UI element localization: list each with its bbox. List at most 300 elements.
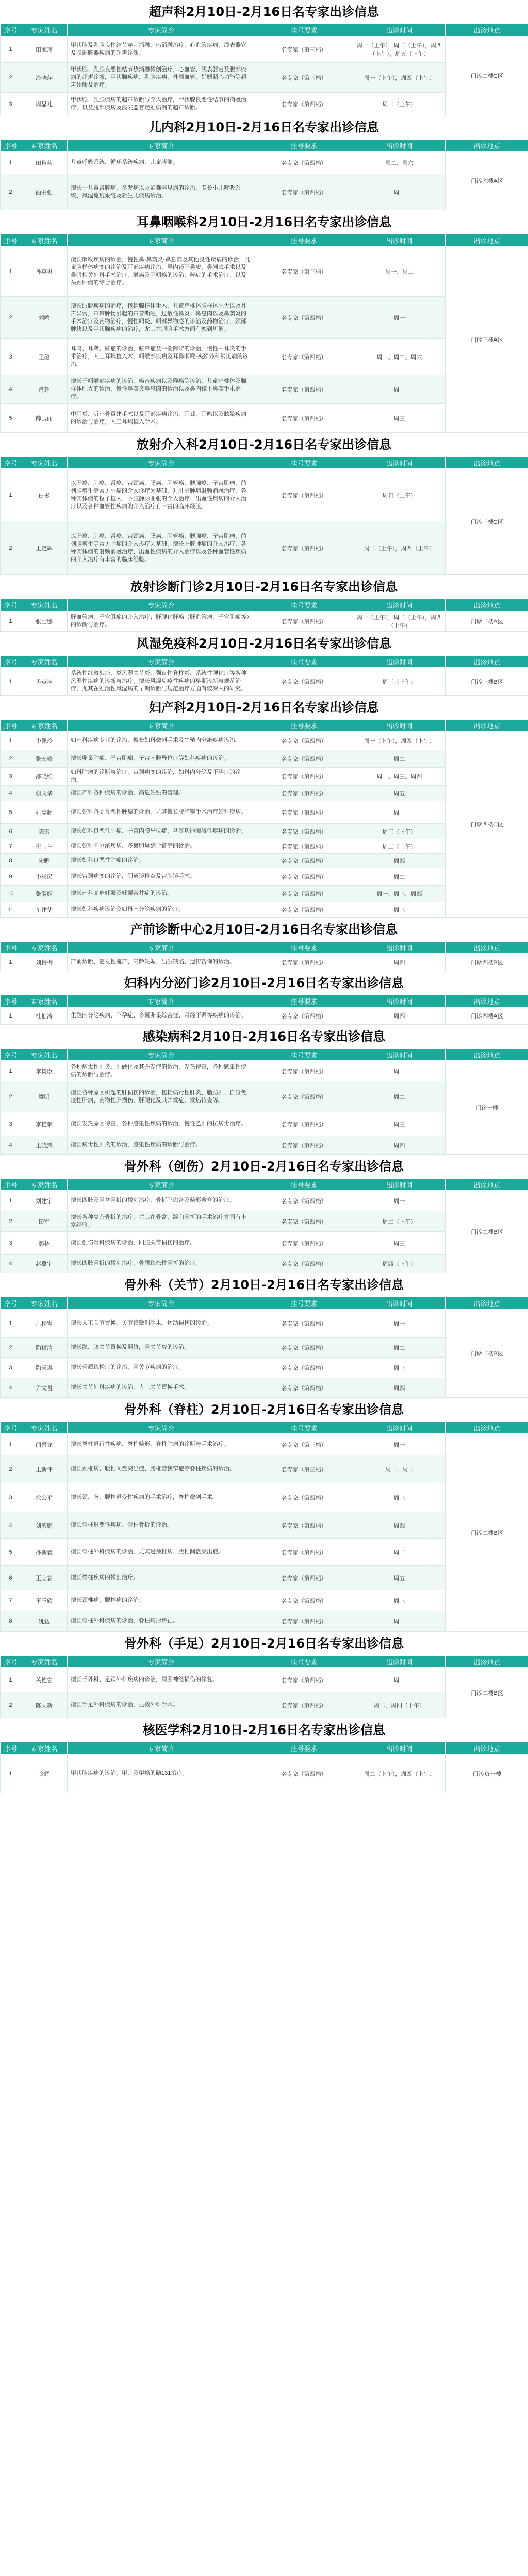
- section-title: 骨外科（手足）2月10日-2月16日名专家出诊信息: [124, 1636, 404, 1651]
- header-row: [1, 234, 528, 246]
- expert-intro: 擅长各种原因引起的肝损伤的诊治，包括病毒性肝炎、脂肪肝、自身免疫性肝病、药物性肝损伤，肝硬化及其并发症，发热待查等。: [68, 1081, 255, 1112]
- expert-name: 赵冀宇: [21, 1255, 68, 1273]
- expert-name: 王新伟: [21, 1455, 68, 1483]
- header-row: [1, 1422, 528, 1434]
- header-intro: 专家简介: [68, 942, 255, 954]
- clinic-time: 周二（上午），周四（上午）: [353, 1754, 446, 1793]
- row-number: 2: [1, 1211, 21, 1232]
- header-number: 序号: [1, 457, 21, 469]
- section-title: 风湿免疫科2月10日-2月16日名专家出诊信息: [136, 636, 392, 651]
- clinic-time: 周四: [353, 854, 446, 868]
- header-number: 序号: [1, 1422, 21, 1434]
- table-row: [1, 954, 528, 971]
- registration-level: 名专家（第四档）: [255, 339, 353, 375]
- header-time: 出诊时间: [353, 140, 446, 151]
- schedule-table: [0, 655, 528, 696]
- expert-name: 金辉: [21, 1754, 68, 1793]
- row-number: 1: [1, 611, 21, 632]
- department-section: [0, 1398, 528, 1632]
- row-number: 1: [1, 1061, 21, 1081]
- header-registration: 挂号要求: [255, 1049, 353, 1061]
- clinic-time: 周三（上午）: [353, 668, 446, 696]
- expert-intro: 擅长髋、膝关节置换及翻修，骨关节炎的诊治。: [68, 1338, 255, 1358]
- registration-level: 名专家（第四档）: [255, 1007, 353, 1025]
- registration-level: 名专家（第三档）: [255, 1434, 353, 1455]
- row-number: 1: [1, 1309, 21, 1338]
- expert-intro: 擅长脊柱外科疾病的诊治，尤其是颈椎病、腰椎间盘突出症。: [68, 1539, 255, 1566]
- expert-intro: 甲状腺疾病的诊治，甲亢及甲癌的碘131治疗。: [68, 1754, 255, 1793]
- header-registration: 挂号要求: [255, 995, 353, 1007]
- header-name: 专家姓名: [21, 1742, 68, 1754]
- header-name: 专家姓名: [21, 1656, 68, 1668]
- clinic-time: 周四: [353, 1378, 446, 1398]
- expert-name: 孙英男: [21, 246, 68, 297]
- header-time: 出诊时间: [353, 1297, 446, 1309]
- header-number: 序号: [1, 234, 21, 246]
- clinic-time: 周一: [353, 1191, 446, 1211]
- clinic-time: 周二: [353, 750, 446, 768]
- header-number: 序号: [1, 1297, 21, 1309]
- clinic-time: 周二: [353, 1338, 446, 1358]
- schedule-table: [0, 1655, 528, 1718]
- expert-intro: 擅长发热原因待查，各种感染性疾病的诊治，慢性乙肝的抗病毒治疗。: [68, 1112, 255, 1136]
- expert-name: 白彬: [21, 469, 68, 521]
- header-intro: 专家简介: [68, 234, 255, 246]
- expert-name: 陶树清: [21, 1338, 68, 1358]
- header-registration: 挂号要求: [255, 1297, 353, 1309]
- registration-level: 名专家（第四档）: [255, 1191, 353, 1211]
- department-section: [0, 210, 528, 433]
- registration-level: 名专家（第四档）: [255, 1136, 353, 1155]
- section-title: 骨外科（脊柱）2月10日-2月16日名专家出诊信息: [124, 1402, 404, 1417]
- header-registration: 挂号要求: [255, 599, 353, 611]
- header-location: 出诊地点: [446, 140, 528, 151]
- header-intro: 专家简介: [68, 24, 255, 36]
- expert-name: 薛玉丽: [21, 404, 68, 433]
- header-location: 出诊地点: [446, 1179, 528, 1191]
- header-number: 序号: [1, 656, 21, 668]
- expert-intro: 各种病毒性肝炎、肝硬化及其并发症的诊治，发热待查，各种感染性疾病的诊断与治疗。: [68, 1061, 255, 1081]
- table-row: [1, 246, 528, 297]
- row-number: 1: [1, 1007, 21, 1025]
- table-row: [1, 1754, 528, 1793]
- header-location: 出诊地点: [446, 1297, 528, 1309]
- header-time: 出诊时间: [353, 24, 446, 36]
- registration-level: 名专家（第四档）: [255, 1255, 353, 1273]
- registration-level: 名专家（第四档）: [255, 151, 353, 174]
- registration-level: 名专家（第四档）: [255, 1232, 353, 1255]
- header-row: [1, 1656, 528, 1668]
- header-location: 出诊地点: [446, 457, 528, 469]
- expert-name: 孔宪超: [21, 801, 68, 824]
- clinic-time: 周二、周六: [353, 151, 446, 174]
- clinic-time: 周一、周二: [353, 246, 446, 297]
- row-number: 2: [1, 174, 21, 210]
- header-location: 出诊地点: [446, 24, 528, 36]
- department-section: [0, 0, 528, 115]
- expert-name: 刘梅梅: [21, 954, 68, 971]
- clinic-time: 周一（上午），周二（上午），周四（上午）: [353, 611, 446, 632]
- registration-level: 名专家（第四档）: [255, 1668, 353, 1692]
- expert-name: 李树臣: [21, 1061, 68, 1081]
- expert-intro: 擅长各种复杂骨折的治疗，尤其在骨盆、髋臼骨折的手术治疗方面有丰富经验。: [68, 1211, 255, 1232]
- table-row: [1, 469, 528, 521]
- clinic-location: 门诊二楼B区: [446, 1668, 528, 1718]
- expert-name: 曲书强: [21, 174, 68, 210]
- expert-name: 宋野: [21, 854, 68, 868]
- registration-level: 名专家（第四档）: [255, 1112, 353, 1136]
- header-location: 出诊地点: [446, 599, 528, 611]
- header-location: 出诊地点: [446, 656, 528, 668]
- registration-level: 名专家（第四档）: [255, 868, 353, 886]
- header-time: 出诊时间: [353, 720, 446, 732]
- header-number: 序号: [1, 1179, 21, 1191]
- registration-level: 名专家（第四档）: [255, 1611, 353, 1632]
- row-number: 3: [1, 1232, 21, 1255]
- clinic-time: 周一（上午），周二（上午），周四（上午），周五（上午）: [353, 36, 446, 63]
- clinic-time: 周一、周二、周六: [353, 339, 446, 375]
- header-name: 专家姓名: [21, 995, 68, 1007]
- registration-level: 名专家（第三档）: [255, 1455, 353, 1483]
- header-location: 出诊地点: [446, 1742, 528, 1754]
- expert-intro: 以肝癌、肺癌、肾癌、宫颈癌、肠癌、胆管癌、胰腺癌、子宫肌瘤、前列腺增生等常见肿瘤的介入诊疗为基础，对肝脏肿瘤射频消融治疗、各种实体瘤的粒子植入、下肢静脉曲张的介入治疗、出血性疾病的介入治疗以及各种血管性疾病的介入治疗有丰富的临床经验。: [68, 469, 255, 521]
- expert-name: 邵晓红: [21, 768, 68, 786]
- row-number: 1: [1, 1754, 21, 1793]
- header-location: 出诊地点: [446, 995, 528, 1007]
- expert-intro: 擅长产科各种疾病的诊治，高危妊娠的管理。: [68, 786, 255, 801]
- header-intro: 专家简介: [68, 1049, 255, 1061]
- clinic-time: 周四（上午）: [353, 1255, 446, 1273]
- clinic-time: 周四: [353, 1512, 446, 1539]
- row-number: 3: [1, 1112, 21, 1136]
- header-name: 专家姓名: [21, 1049, 68, 1061]
- schedule-table: [0, 139, 528, 210]
- expert-intro: 擅长妇科内分泌疾病、多囊卵巢综合征等的诊治。: [68, 839, 255, 854]
- row-number: 6: [1, 824, 21, 839]
- header-name: 专家姓名: [21, 942, 68, 954]
- schedule-table: [0, 941, 528, 971]
- expert-name: 田秋菊: [21, 151, 68, 174]
- header-time: 出诊时间: [353, 457, 446, 469]
- clinic-location: 门诊六楼A区: [446, 151, 528, 210]
- header-registration: 挂号要求: [255, 457, 353, 469]
- registration-level: 名专家（第四档）: [255, 1590, 353, 1611]
- table-row: [1, 1434, 528, 1455]
- schedule-table: [0, 599, 528, 632]
- header-time: 出诊时间: [353, 234, 446, 246]
- clinic-time: 周一、周三、周四: [353, 886, 446, 902]
- department-section: [0, 1273, 528, 1398]
- header-name: 专家姓名: [21, 24, 68, 36]
- header-row: [1, 140, 528, 151]
- header-intro: 专家简介: [68, 1742, 255, 1754]
- expert-name: 徐公平: [21, 1483, 68, 1512]
- expert-name: 王龍: [21, 339, 68, 375]
- expert-intro: 擅长于咽喉部疾病的诊治，嗓音疾病以及喉癌等诊治，儿童扁桃体及腺样体肥大的诊治，慢性鼻窦炎鼻息肉的诊治以及鼻内镜下鼻窦手术治疗。: [68, 375, 255, 404]
- expert-intro: 擅长妇科良恶性肿瘤、子宫内膜异位症、盆底功能障碍性疾病的诊治。: [68, 824, 255, 839]
- row-number: 1: [1, 246, 21, 297]
- registration-level: 名专家（第四档）: [255, 1211, 353, 1232]
- expert-intro: 甲状腺及乳腺良性结节穿刺消融、热消融治疗，心血管疾病，浅表器官及腹部脏器疾病的超声诊断。: [68, 36, 255, 63]
- table-row: [1, 1668, 528, 1692]
- registration-level: 名专家（第四档）: [255, 521, 353, 575]
- header-registration: 挂号要求: [255, 1179, 353, 1191]
- section-title: 耳鼻咽喉科2月10日-2月16日名专家出诊信息: [136, 215, 392, 229]
- expert-intro: 擅长脊柱疾病的微创治疗。: [68, 1566, 255, 1590]
- expert-intro: 擅长病毒性肝炎的诊治，感染性疾病的诊断与治疗。: [68, 1136, 255, 1155]
- clinic-time: 周四: [353, 1007, 446, 1025]
- expert-intro: 产前诊断、复发性流产、高龄妊娠、出生缺陷、遗传咨询的诊治。: [68, 954, 255, 971]
- header-row: [1, 995, 528, 1007]
- registration-level: 名专家（第四档）: [255, 1483, 353, 1512]
- row-number: 3: [1, 1483, 21, 1512]
- section-title: 妇科内分泌门诊2月10日-2月16日名专家出诊信息: [124, 976, 404, 990]
- header-registration: 挂号要求: [255, 942, 353, 954]
- registration-level: 名专家（第四档）: [255, 954, 353, 971]
- registration-level: 名专家（第四档）: [255, 1754, 353, 1793]
- header-registration: 挂号要求: [255, 140, 353, 151]
- registration-level: 名专家（第四档）: [255, 297, 353, 339]
- registration-level: 名专家（第四档）: [255, 839, 353, 854]
- row-number: 5: [1, 1539, 21, 1566]
- header-name: 专家姓名: [21, 234, 68, 246]
- header-intro: 专家简介: [68, 140, 255, 151]
- section-title: 骨外科（创伤）2月10日-2月16日名专家出诊信息: [124, 1159, 404, 1174]
- row-number: 2: [1, 750, 21, 768]
- row-number: 3: [1, 339, 21, 375]
- header-row: [1, 656, 528, 668]
- expert-intro: 擅长咽喉疾病的诊治，慢性鼻-鼻窦炎-鼻息肉及其他良性疾病的诊治，儿童腺样体病变的诊治及耳部疾病诊治，鼻内镜下鼻窦、鼻颅底手术以及鼻眼相关外科手术治疗，喉癌及下咽癌的诊治，鼾症的手术治疗，以及头颈肿瘤的综合治疗。: [68, 246, 255, 297]
- header-registration: 挂号要求: [255, 1422, 353, 1434]
- registration-level: 名专家（第四档）: [255, 886, 353, 902]
- header-number: 序号: [1, 995, 21, 1007]
- clinic-location: 门诊一楼: [446, 1061, 528, 1155]
- header-intro: 专家简介: [68, 1656, 255, 1668]
- expert-intro: 擅长卵巢肿瘤、子宫肌瘤、子宫内膜异位症等妇科疾病的诊治。: [68, 750, 255, 768]
- registration-level: 名专家（第四档）: [255, 611, 353, 632]
- header-time: 出诊时间: [353, 656, 446, 668]
- registration-level: 名专家（第四档）: [255, 1081, 353, 1112]
- clinic-time: 周二: [353, 868, 446, 886]
- schedule-table: [0, 1421, 528, 1632]
- clinic-time: 周二: [353, 1539, 446, 1566]
- row-number: 4: [1, 1512, 21, 1539]
- header-intro: 专家简介: [68, 1179, 255, 1191]
- row-number: 1: [1, 954, 21, 971]
- expert-intro: 擅长妇科各类良恶性肿瘤的诊治，尤其擅长腹腔镜手术治疗妇科疾病。: [68, 801, 255, 824]
- header-time: 出诊时间: [353, 1422, 446, 1434]
- clinic-location: 门诊三楼C区: [446, 469, 528, 575]
- schedule-table: [0, 234, 528, 433]
- expert-name: 田家玮: [21, 36, 68, 63]
- expert-name: 张宏峰: [21, 750, 68, 768]
- header-number: 序号: [1, 1656, 21, 1668]
- header-registration: 挂号要求: [255, 234, 353, 246]
- row-number: 1: [1, 668, 21, 696]
- row-number: 9: [1, 868, 21, 886]
- section-title: 放射诊断门诊2月10日-2月16日名专家出诊信息: [130, 580, 398, 594]
- expert-name: 刘滨鹏: [21, 1512, 68, 1539]
- registration-level: 名专家（第四档）: [255, 375, 353, 404]
- section-title: 核医学科2月10日-2月16日名专家出诊信息: [142, 1723, 386, 1737]
- header-location: 出诊地点: [446, 1422, 528, 1434]
- row-number: 5: [1, 801, 21, 824]
- expert-intro: 擅长四肢及骨盆骨折的微创治疗，骨折不愈合及畸形愈合的治疗。: [68, 1191, 255, 1211]
- row-number: 7: [1, 1590, 21, 1611]
- expert-name: 姚猛: [21, 1611, 68, 1632]
- row-number: 2: [1, 1081, 21, 1112]
- header-name: 专家姓名: [21, 1422, 68, 1434]
- registration-level: 名专家（第四档）: [255, 93, 353, 115]
- clinic-time: 周三: [353, 1590, 446, 1611]
- expert-intro: 擅长人工关节置换、关节镜微创手术，运动损伤的诊治。: [68, 1309, 255, 1338]
- clinic-location: 门诊二楼B区: [446, 1309, 528, 1398]
- header-name: 专家姓名: [21, 720, 68, 732]
- clinic-time: 周五: [353, 1566, 446, 1590]
- clinic-location: 门诊二楼B区: [446, 1191, 528, 1273]
- header-number: 序号: [1, 1049, 21, 1061]
- registration-level: 名专家（第四档）: [255, 1378, 353, 1398]
- clinic-time: 周一、周二: [353, 1455, 446, 1483]
- expert-name: 崔玉兰: [21, 839, 68, 854]
- header-intro: 专家简介: [68, 995, 255, 1007]
- expert-name: 周显礼: [21, 93, 68, 115]
- header-location: 出诊地点: [446, 942, 528, 954]
- expert-name: 车建华: [21, 902, 68, 918]
- registration-level: 名专家（第四档）: [255, 1692, 353, 1718]
- expert-name: 李艳荣: [21, 1112, 68, 1136]
- registration-level: 名专家（第四档）: [255, 469, 353, 521]
- registration-level: 名专家（第四档）: [255, 732, 353, 750]
- expert-name: 李长民: [21, 868, 68, 886]
- clinic-time: 周二，周四（下午）: [353, 1692, 446, 1718]
- clinic-location: 门诊四楼C区: [446, 732, 528, 918]
- row-number: 2: [1, 1692, 21, 1718]
- expert-name: 陈雷: [21, 824, 68, 839]
- header-row: [1, 1742, 528, 1754]
- header-row: [1, 1179, 528, 1191]
- header-row: [1, 599, 528, 611]
- section-title: 骨外科（关节）2月10日-2月16日名专家出诊信息: [124, 1278, 404, 1292]
- department-section: [0, 575, 528, 632]
- header-row: [1, 457, 528, 469]
- expert-intro: 甲状腺、乳腺良恶性结节热消融微创治疗，心血管、浅表器官及腹部疾病的超声诊断，甲状腺疾病、乳腺疾病、外周血管、妊娠期心功能等超声诊断及治疗。: [68, 63, 255, 93]
- row-number: 1: [1, 1434, 21, 1455]
- header-number: 序号: [1, 1742, 21, 1754]
- clinic-time: 周二（上午）: [353, 1211, 446, 1232]
- schedule-table: [0, 1178, 528, 1273]
- expert-intro: 以肝癌、肺癌、肾癌、宫颈癌、肠癌、胆管癌、胰腺癌、子宫肌瘤、前列腺增生等常见肿瘤的介入诊疗为基础，擅长肝脏肿瘤的介入治疗、各种实体瘤的射频消融治疗、出血性疾病的介入治疗以及各种血管性疾病的介入治疗有丰富的临床经验。: [68, 521, 255, 575]
- header-intro: 专家简介: [68, 720, 255, 732]
- table-row: [1, 732, 528, 750]
- header-name: 专家姓名: [21, 457, 68, 469]
- header-number: 序号: [1, 599, 21, 611]
- expert-name: 陈天新: [21, 1692, 68, 1718]
- row-number: 1: [1, 1191, 21, 1211]
- section-title: 超声科2月10日-2月16日名专家出诊信息: [148, 5, 380, 19]
- registration-level: 名专家（第四档）: [255, 902, 353, 918]
- header-time: 出诊时间: [353, 1049, 446, 1061]
- row-number: 8: [1, 1611, 21, 1632]
- clinic-time: 周一: [353, 375, 446, 404]
- expert-name: 冷晓萍: [21, 63, 68, 93]
- department-section: [0, 433, 528, 575]
- registration-level: 名专家（第四档）: [255, 1512, 353, 1539]
- section-title: 感染病科2月10日-2月16日名专家出诊信息: [142, 1029, 386, 1044]
- header-number: 序号: [1, 24, 21, 36]
- department-section: [0, 1155, 528, 1273]
- header-row: [1, 1049, 528, 1061]
- section-title: 产前诊断中心2月10日-2月16日名专家出诊信息: [130, 922, 398, 937]
- header-row: [1, 24, 528, 36]
- department-section: [0, 971, 528, 1025]
- header-registration: 挂号要求: [255, 24, 353, 36]
- header-intro: 专家简介: [68, 457, 255, 469]
- clinic-time: 周一: [353, 1309, 446, 1338]
- expert-intro: 擅长颈椎病、腰椎病的诊治。: [68, 1590, 255, 1611]
- clinic-time: 周一（上午），周四（上午）: [353, 63, 446, 93]
- row-number: 4: [1, 786, 21, 801]
- table-row: [1, 1061, 528, 1081]
- registration-level: 名专家（第四档）: [255, 854, 353, 868]
- expert-name: 盖英坤: [21, 668, 68, 696]
- department-section: [0, 632, 528, 696]
- clinic-time: 周三: [353, 1232, 446, 1255]
- registration-level: 名专家（第四档）: [255, 668, 353, 696]
- clinic-time: 周日（上午）: [353, 469, 446, 521]
- clinic-location: 门诊四楼A区: [446, 1007, 528, 1025]
- clinic-time: 周一: [353, 1061, 446, 1081]
- header-location: 出诊地点: [446, 1656, 528, 1668]
- expert-intro: 妇科肿瘤的诊断与治疗，宫颈病变的诊治，妇科内分泌及不孕症的诊治。: [68, 768, 255, 786]
- table-row: [1, 151, 528, 174]
- registration-level: 名专家（第三档）: [255, 63, 353, 93]
- header-name: 专家姓名: [21, 140, 68, 151]
- header-location: 出诊地点: [446, 1049, 528, 1061]
- header-intro: 专家简介: [68, 1297, 255, 1309]
- expert-name: 张士娜: [21, 611, 68, 632]
- registration-level: 名专家（第三档）: [255, 246, 353, 297]
- expert-intro: 中耳炎、听小骨重建手术以及耳部疾病诊治，耳聋、耳鸣以及眩晕疾病的诊治与治疗，人工耳蜗植入手术。: [68, 404, 255, 433]
- expert-name: 闫景龙: [21, 1434, 68, 1455]
- header-name: 专家姓名: [21, 1179, 68, 1191]
- clinic-time: 周二: [353, 1081, 446, 1112]
- section-title: 儿内科2月10日-2月16日名专家出诊信息: [148, 120, 380, 134]
- row-number: 7: [1, 839, 21, 854]
- row-number: 3: [1, 1358, 21, 1378]
- department-section: [0, 696, 528, 918]
- header-number: 序号: [1, 140, 21, 151]
- clinic-time: 周一: [353, 174, 446, 210]
- expert-name: 吕松岑: [21, 1309, 68, 1338]
- section-title: 妇产科2月10日-2月16日名专家出诊信息: [148, 700, 380, 715]
- expert-intro: 妇产科疾病专业的诊治，擅长妇科微创手术及生殖内分泌疾病诊治。: [68, 732, 255, 750]
- expert-intro: 甲状腺、乳腺疾病的超声诊断与介入治疗，甲状腺良恶性结节的消融治疗，以及腹部疾病及浅表器官疑难病例的超声诊断。: [68, 93, 255, 115]
- expert-name: 梁明: [21, 1081, 68, 1112]
- table-row: [1, 668, 528, 696]
- clinic-location: 门诊二楼B区: [446, 1434, 528, 1632]
- header-name: 专家姓名: [21, 656, 68, 668]
- row-number: 3: [1, 768, 21, 786]
- registration-level: 名专家（第四档）: [255, 801, 353, 824]
- expert-intro: 擅长骨质疏松症的诊治，骨关节疾病的治疗。: [68, 1358, 255, 1378]
- section-title: 放射介入科2月10日-2月16日名专家出诊信息: [136, 437, 392, 452]
- clinic-location: 门诊二楼A区: [446, 611, 528, 632]
- row-number: 4: [1, 1136, 21, 1155]
- schedule-table: [0, 1297, 528, 1398]
- expert-name: 李佩玲: [21, 732, 68, 750]
- row-number: 2: [1, 297, 21, 339]
